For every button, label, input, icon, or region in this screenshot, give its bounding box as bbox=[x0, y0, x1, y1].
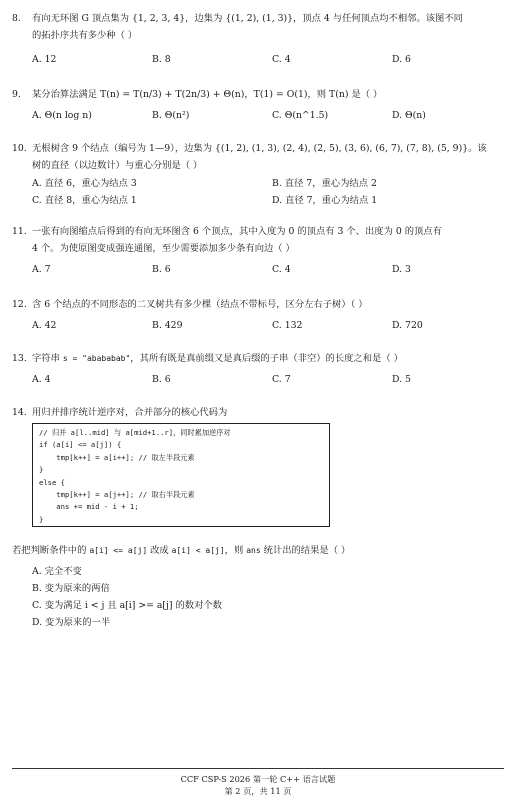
question-text-cont: 树的直径（以边数计）与重心分别是（ ） bbox=[32, 160, 203, 171]
q10-options-row2 bbox=[32, 193, 502, 209]
footer-title: CCF CSP-S 2026 第一轮 C++ 语言试题 bbox=[180, 774, 336, 784]
followup-text-post: 统计出的结果是（ ） bbox=[260, 545, 351, 556]
code-line: } bbox=[39, 514, 44, 524]
code-line: } bbox=[39, 465, 44, 475]
option-d[interactable]: D. 直径 7，重心为结点 1 bbox=[272, 195, 378, 206]
question-10 bbox=[12, 140, 506, 174]
question-13 bbox=[12, 350, 506, 367]
question-12 bbox=[12, 296, 506, 313]
option-a[interactable]: A. 4 bbox=[32, 374, 51, 385]
question-number: 11. bbox=[12, 226, 27, 237]
question-text-cont: 4 个。为使原图变成强连通图，至少需要添加多少条有向边（ ） bbox=[32, 243, 295, 254]
code-line: tmp[k++] = a[j++]; // 取右半段元素 bbox=[39, 490, 195, 500]
option-d[interactable]: D. Θ(n) bbox=[392, 110, 426, 121]
question-9 bbox=[12, 86, 506, 103]
q12-options bbox=[32, 318, 502, 334]
option-d[interactable]: D. 5 bbox=[392, 374, 411, 385]
question-number: 8. bbox=[12, 13, 21, 24]
question-number: 14. bbox=[12, 407, 27, 418]
option-b[interactable]: B. 6 bbox=[152, 374, 171, 385]
option-c[interactable]: C. 直径 8，重心为结点 1 bbox=[32, 195, 137, 206]
question-text: 无根树含 9 个结点（编号为 1—9），边集为 {(1, 2), (1, 3), (2, 4), (2, 5), (3, 6), (6, 7), (7, 8), (5, 9)}。该 bbox=[32, 143, 487, 154]
question-14 bbox=[12, 404, 506, 421]
option-b[interactable]: B. 变为原来的两倍 bbox=[32, 583, 110, 594]
option-a[interactable]: A. 42 bbox=[32, 320, 57, 331]
option-b[interactable]: B. 直径 7，重心为结点 2 bbox=[272, 178, 377, 189]
code-line: else { bbox=[39, 477, 65, 487]
q8-options bbox=[32, 52, 502, 68]
option-d[interactable]: D. 720 bbox=[392, 320, 423, 331]
q13-options bbox=[32, 372, 502, 388]
code-line: tmp[k++] = a[i++]; // 取左半段元素 bbox=[39, 452, 195, 462]
followup-text-pre: 若把判断条件中的 bbox=[12, 545, 90, 556]
option-d[interactable]: D. 6 bbox=[392, 54, 411, 65]
option-a[interactable]: A. 7 bbox=[32, 264, 51, 275]
code-inline: a[i] <= a[j] bbox=[89, 546, 148, 555]
option-b[interactable]: B. Θ(n²) bbox=[152, 110, 190, 121]
followup-text-mid: 改成 bbox=[147, 545, 172, 556]
q10-options-row1 bbox=[32, 176, 502, 192]
question-text: 一张有向图缩点后得到的有向无环图含 6 个顶点，其中入度为 0 的顶点有 3 个、出度为 0 的顶点有 bbox=[32, 226, 442, 237]
followup-text-mid2: ，则 bbox=[224, 545, 247, 556]
option-a[interactable]: A. Θ(n log n) bbox=[32, 110, 92, 121]
question-text-pre: 字符串 bbox=[32, 353, 63, 364]
option-b[interactable]: B. 8 bbox=[152, 54, 171, 65]
code-block bbox=[32, 423, 330, 527]
code-inline: ans bbox=[246, 546, 261, 555]
option-c[interactable]: C. 变为满足 i < j 且 a[i] >= a[j] 的数对个数 bbox=[32, 600, 222, 611]
code-line: ans += mid - i + 1; bbox=[39, 502, 139, 512]
question-text: 用归并排序统计逆序对，合并部分的核心代码为 bbox=[32, 407, 228, 418]
option-a[interactable]: A. 直径 6，重心为结点 3 bbox=[32, 178, 137, 189]
code-line: // 归并 a[l..mid] 与 a[mid+1..r]，同时累加逆序对 bbox=[39, 428, 231, 437]
question-text: 含 6 个结点的不同形态的二叉树共有多少棵（结点不带标号，区分左右子树）（ ） bbox=[32, 299, 368, 310]
question-text-post: ，其所有既是真前缀又是真后缀的子串（非空）的长度之和是（ ） bbox=[130, 353, 403, 364]
option-c[interactable]: C. 4 bbox=[272, 54, 291, 65]
string-literal: s = "abababab" bbox=[62, 354, 131, 363]
option-c[interactable]: C. 132 bbox=[272, 320, 303, 331]
option-c[interactable]: C. 4 bbox=[272, 264, 291, 275]
question-text: 有向无环图 G 顶点集为 {1, 2, 3, 4}，边集为 {(1, 2), (1, 3)}，顶点 4 与任何顶点均不相邻。该图不同 bbox=[32, 13, 463, 24]
code-line: if (a[i] <= a[j]) { bbox=[39, 440, 122, 450]
option-d[interactable]: D. 变为原来的一半 bbox=[32, 617, 111, 628]
question-8 bbox=[12, 10, 506, 44]
question-number: 9. bbox=[12, 89, 21, 100]
question-text-cont: 的拓扑序共有多少种（ ） bbox=[32, 30, 138, 41]
option-c[interactable]: C. Θ(n^1.5) bbox=[272, 110, 329, 121]
question-number: 13. bbox=[12, 353, 27, 364]
question-11 bbox=[12, 223, 506, 257]
footer-divider bbox=[12, 768, 504, 769]
option-a[interactable]: A. 12 bbox=[32, 54, 57, 65]
option-c[interactable]: C. 7 bbox=[272, 374, 291, 385]
option-b[interactable]: B. 6 bbox=[152, 264, 171, 275]
question-14-followup bbox=[12, 542, 506, 559]
q14-options bbox=[32, 563, 482, 631]
question-number: 10. bbox=[12, 143, 27, 154]
option-a[interactable]: A. 完全不变 bbox=[32, 566, 82, 577]
question-text: 某分治算法满足 T(n) = T(n/3) + T(2n/3) + Θ(n)，T(1) = O(1)，则 T(n) 是（ ） bbox=[32, 89, 383, 100]
option-d[interactable]: D. 3 bbox=[392, 264, 411, 275]
q9-options bbox=[32, 108, 502, 124]
question-number: 12. bbox=[12, 299, 27, 310]
code-inline: a[i] < a[j] bbox=[171, 546, 225, 555]
q11-options bbox=[32, 262, 502, 278]
option-b[interactable]: B. 429 bbox=[152, 320, 183, 331]
page-number: 第 2 页，共 11 页 bbox=[224, 786, 292, 796]
